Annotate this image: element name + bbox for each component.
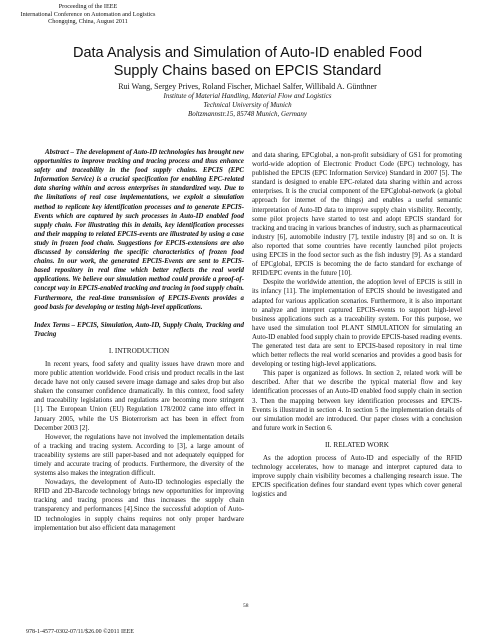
proceedings-line-2: International Conference on Automation and Logistics bbox=[20, 10, 156, 18]
author-list: Rui Wang, Sergey Prives, Roland Fischer, Michael Salfer, Willibald A. Günthner bbox=[118, 82, 377, 91]
related-work-paragraph: As the adoption process of Auto-ID and especially of the RFID technology accelerates, how to manage and interpret captured data to improve supply chain visibility becomes a challenging research issue. The EPCIS specification defines four standard event types which cover general logistics and bbox=[252, 455, 462, 499]
intro-paragraph: Despite the worldwide attention, the adoption level of EPCIS is still in its infancy [11]. The implementation of EPCIS should be investigated and adapted for various application scenarios. Furthermore, it is also important to analyze and interpret captured EPCIS-events to support high-level business applications such as a traceability system. For this purpose, we have used the simulation tool PLANT SIMULATION for simulating an Auto-ID enabled food supply chain to provide EPCIS-based reading events. The generated test data are sent to EPCIS-based repository in real time which better reflects the real world scenarios and provides a good basis for developing or testing high-level applications. bbox=[252, 279, 462, 369]
intro-paragraph: and data sharing, EPCglobal, a non-profit subsidiary of GS1 for promoting world-wide adoption of Electronic Product Code (EPC) technology, has published the EPCIS (EPC Information Service) Standard in 2007 [5]. The standard is designed to enable EPC-related data sharing within and across enterprises. It is the crucial component of the EPCglobal-network (a global approach for internet of the things) and enables a useful semantic interpretation of Auto-ID data to improve supply chain visibility. Recently, some pilot projects have started to test and adopt EPCIS standard for tracking and tracing in various branches of industry, such as pharmaceutical industry [6], automobile industry [7], textile industry [8] and so on. It is also reported that some countries have recently launched pilot projects using EPCIS in the food sector such as the fish industry [9]. As a standard of EPCglobal, EPCIS is becoming the de facto standard for exchange of RFID/EPC events in the future [10]. bbox=[252, 152, 462, 278]
copyright-footer: 978-1-4577-0302-07/11/$26.00 ©2011 IEEE bbox=[26, 629, 134, 635]
affiliation bbox=[40, 92, 455, 119]
title-line-2: Supply Chains based on EPCIS Standard bbox=[113, 63, 382, 79]
affiliation-line-1: Institute of Material Handling, Material Flow and Logistics bbox=[163, 92, 332, 100]
proceedings-line-3: Chongqing, China, August 2011 bbox=[48, 18, 128, 25]
abstract: Abstract – The development of Auto-ID technologies has brought new opportunities to improve tracking and tracing process and thus enhance safety and traceability in the food supply chains. EPCIS (EPC Information Service) is a crucial specification for enabling EPC-related data sharing within and across enterprises in standardized way. Due to the limitations of real case implementations, we exploit a simulation method to replicate key identification processes and to generate EPCIS-Events which are captured by such processes in Auto-ID enabled food supply chain. For illustrating this in details, key identification processes and their mapping to related EPCIS-events are illustrated by using a case study in frozen food chain. Suggestions for EPCIS-extensions are also discussed by considering the specific characteristics of frozen food chains. In our work, the generated EPCIS-Events are sent to EPCIS-based repository in real time which better reflects the real world applications. We believe our simulation method could provide a proof-of-concept way in EPCIS-enabled tracking and tracing in food supply chain. Furthermore, the real-time transmission of EPCIS-Events provides a good basis for developing or testing high-level applications. bbox=[34, 149, 244, 311]
left-column bbox=[34, 148, 244, 533]
page-number: 58 bbox=[243, 603, 249, 609]
right-column bbox=[252, 151, 462, 499]
section-heading-related-work: II. RELATED WORK bbox=[325, 440, 389, 449]
proceedings-header bbox=[8, 3, 168, 26]
intro-paragraph: This paper is organized as follows. In section 2, related work will be described. After that we describe the typical material flow and key identification processes of an Auto-ID enabled food supply chain in section 3. Then the mapping between key identification processes and EPCIS-Events is illustrated in section 4. In section 5 the implementation details of our simulation model are introduced. Our paper closes with a conclusion and future work in Section 6. bbox=[252, 370, 462, 432]
intro-paragraph: Nowadays, the development of Auto-ID technologies especially the RFID and 2D-Barcode technology brings new opportunities for improving tracking and tracing process and thus increases the supply chain transparency and performances [4].Since the successful adoption of Auto-ID technologies in supply chains requires not only proper hardware implementation but also efficient data management bbox=[34, 479, 244, 532]
affiliation-line-3: Boltzmannstr.15, 85748 Munich, Germany bbox=[188, 110, 307, 118]
section-heading-introduction: I. INTRODUCTION bbox=[108, 346, 170, 355]
paper-title bbox=[40, 44, 455, 80]
affiliation-line-2: Technical University of Munich bbox=[203, 101, 292, 109]
proceedings-line-1: Proceeding of the IEEE bbox=[58, 3, 118, 10]
intro-paragraph: In recent years, food safety and quality issues have drawn more and more public attention worldwide. Food crisis und product recalls in the last decade have not only caused severe image damage and sales drop but also shaken the consumer confidence dramatically. In this context, food safety and traceability legislations and regulations are becoming more stringent [1]. The European Union (EU) Regulation 178/2002 came into effect in January 2005, while the US Bioterrorism act has been in effect from December 2003 [2]. bbox=[34, 360, 244, 432]
title-line-1: Data Analysis and Simulation of Auto-ID enabled Food bbox=[72, 45, 423, 61]
intro-paragraph: However, the regulations have not involved the implementation details of a tracking and tracing system. According to [3], a large amount of traceability systems are still paper-based and not adequately equipped for timely and accurate tracing of products. Furthermore, the diversity of the systems also makes the integration difficult. bbox=[34, 433, 244, 478]
index-terms: Index Terms – EPCIS, Simulation, Auto-ID, Supply Chain, Tracking and Tracing bbox=[34, 321, 244, 338]
